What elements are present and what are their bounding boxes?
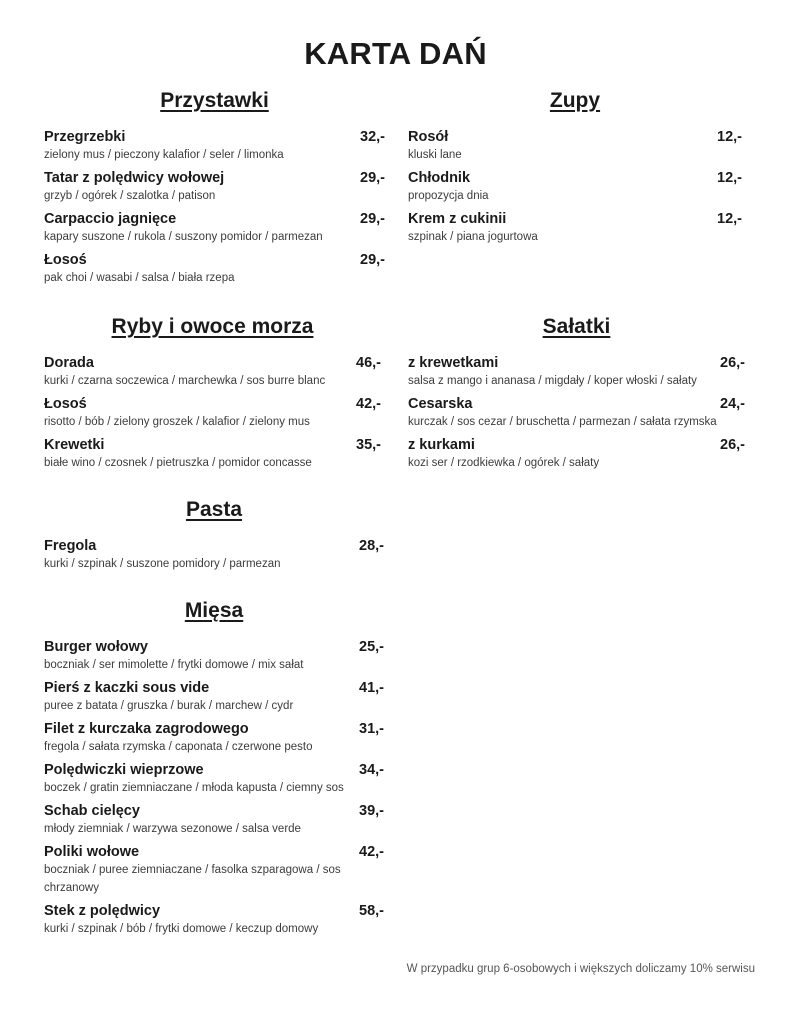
item-price: 46,- — [356, 355, 381, 371]
section-heading-salatki: Sałatki — [542, 315, 611, 338]
item-description: białe wino / czosnek / pietruszka / pomidor concasse — [44, 457, 312, 469]
item-price: 42,- — [359, 844, 384, 860]
item-price: 39,- — [359, 803, 384, 819]
item-description: risotto / bób / zielony groszek / kalafior / zielony mus — [44, 416, 310, 428]
page-title: KARTA DAŃ — [304, 36, 487, 71]
menu-item — [44, 843, 384, 897]
item-description: kapary suszone / rukola / suszony pomidor / parmezan — [44, 231, 323, 243]
item-price: 24,- — [720, 396, 745, 412]
item-name: Fregola — [44, 538, 97, 554]
section-miesa — [44, 597, 384, 943]
menu-item — [408, 169, 742, 205]
item-description: puree z batata / gruszka / burak / marchew / cydr — [44, 700, 294, 712]
item-name: Dorada — [44, 355, 94, 371]
item-name: Łosoś — [44, 396, 87, 412]
menu-item — [44, 802, 384, 838]
service-charge-note: W przypadku grup 6-osobowych i większych doliczamy 10% serwisu — [406, 963, 755, 975]
item-description: grzyb / ogórek / szalotka / patison — [44, 190, 216, 202]
item-name: Pierś z kaczki sous vide — [44, 680, 210, 696]
item-price: 25,- — [359, 639, 384, 655]
menu-item — [44, 251, 385, 287]
item-price: 26,- — [720, 355, 745, 371]
item-price: 42,- — [356, 396, 381, 412]
item-name: Chłodnik — [408, 170, 471, 186]
item-description: młody ziemniak / warzywa sezonowe / salsa verde — [44, 823, 301, 835]
section-pasta — [44, 496, 384, 578]
item-name: Filet z kurczaka zagrodowego — [44, 721, 249, 737]
menu-item — [408, 395, 745, 431]
menu-item — [44, 720, 384, 756]
item-price: 26,- — [720, 437, 745, 453]
item-name: Łosoś — [44, 252, 87, 268]
section-heading-przystawki: Przystawki — [160, 89, 269, 112]
item-price: 29,- — [360, 211, 385, 227]
item-price: 41,- — [359, 680, 384, 696]
item-description: pak choi / wasabi / salsa / biała rzepa — [44, 272, 235, 284]
item-price: 58,- — [359, 903, 384, 919]
item-name: Przegrzebki — [44, 129, 126, 145]
menu-item — [44, 537, 384, 573]
item-name: Krewetki — [44, 437, 105, 453]
item-name: Polędwiczki wieprzowe — [44, 762, 204, 778]
item-price: 12,- — [717, 211, 742, 227]
menu-item — [408, 210, 742, 246]
section-heading-ryby: Ryby i owoce morza — [111, 315, 314, 338]
section-heading-miesa: Mięsa — [184, 599, 244, 622]
menu-item — [44, 436, 381, 472]
item-description: fregola / sałata rzymska / caponata / czerwone pesto — [44, 741, 313, 753]
item-description: kurki / szpinak / bób / frytki domowe / keczup domowy — [44, 923, 319, 935]
section-heading-zupy: Zupy — [549, 89, 601, 112]
section-przystawki — [44, 87, 385, 292]
item-price: 12,- — [717, 129, 742, 145]
item-name: Cesarska — [408, 396, 473, 412]
item-name: Krem z cukinii — [408, 211, 507, 227]
item-name: Burger wołowy — [44, 639, 148, 655]
menu-item — [44, 395, 381, 431]
item-name: Stek z polędwicy — [44, 903, 161, 919]
section-zupy — [408, 87, 742, 251]
menu-item — [44, 761, 384, 797]
item-name: Tatar z polędwicy wołowej — [44, 170, 225, 186]
item-name: z krewetkami — [408, 355, 499, 371]
menu-item — [408, 436, 745, 472]
section-heading-pasta: Pasta — [185, 498, 243, 521]
section-salatki — [408, 313, 745, 477]
item-description: salsa z mango i ananasa / migdały / koper włoski / sałaty — [408, 375, 697, 387]
item-name: z kurkami — [408, 437, 475, 453]
menu-item — [408, 354, 745, 390]
item-description: zielony mus / pieczony kalafior / seler / limonka — [44, 149, 284, 161]
menu-item — [44, 210, 385, 246]
item-price: 31,- — [359, 721, 384, 737]
item-description: kurczak / sos cezar / bruschetta / parmezan / sałata rzymska — [408, 416, 717, 428]
item-description: kozi ser / rzodkiewka / ogórek / sałaty — [408, 457, 600, 469]
item-price: 32,- — [360, 129, 385, 145]
item-description: kluski lane — [408, 149, 462, 161]
menu-item — [44, 902, 384, 938]
item-price: 29,- — [360, 252, 385, 268]
section-ryby — [44, 313, 381, 477]
item-description: boczniak / puree ziemniaczane / fasolka szparagowa / sos chrzanowy — [44, 864, 341, 894]
item-name: Carpaccio jagnięce — [44, 211, 177, 227]
item-price: 35,- — [356, 437, 381, 453]
menu-item — [44, 128, 385, 164]
item-name: Schab cielęcy — [44, 803, 140, 819]
item-description: szpinak / piana jogurtowa — [408, 231, 538, 243]
item-price: 28,- — [359, 538, 384, 554]
item-description: kurki / szpinak / suszone pomidory / parmezan — [44, 558, 281, 570]
item-price: 12,- — [717, 170, 742, 186]
item-description: boczniak / ser mimolette / frytki domowe / mix sałat — [44, 659, 304, 671]
item-description: kurki / czarna soczewica / marchewka / sos burre blanc — [44, 375, 326, 387]
item-description: propozycja dnia — [408, 190, 489, 202]
item-price: 34,- — [359, 762, 384, 778]
menu-item — [44, 354, 381, 390]
menu-item — [408, 128, 742, 164]
menu-item — [44, 679, 384, 715]
item-name: Rosół — [408, 129, 449, 145]
menu-item — [44, 638, 384, 674]
menu-item — [44, 169, 385, 205]
item-description: boczek / gratin ziemniaczane / młoda kapusta / ciemny sos — [44, 782, 344, 794]
item-price: 29,- — [360, 170, 385, 186]
item-name: Poliki wołowe — [44, 844, 140, 860]
